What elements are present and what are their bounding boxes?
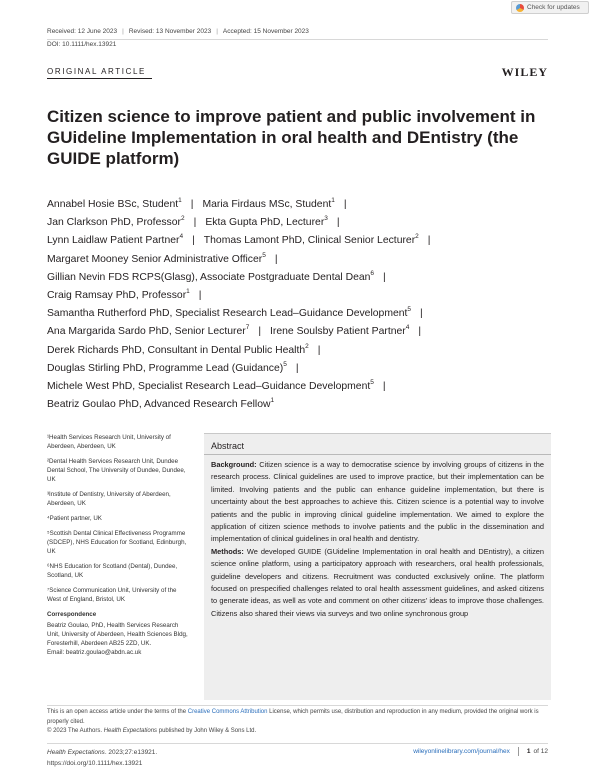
affiliation-item: ⁶NHS Education for Scotland (Dental), Dundee, Scotland, UK — [47, 563, 178, 579]
author-line — [47, 305, 552, 323]
author-separator: | — [382, 381, 386, 393]
author-line — [47, 378, 552, 396]
affiliations — [47, 433, 192, 663]
journal-site-link[interactable]: wileyonlinelibrary.com/journal/hex — [413, 748, 510, 755]
author-name[interactable]: Douglas Stirling PhD, Programme Lead (Guidance) — [47, 362, 284, 374]
correspondence-heading: Correspondence — [47, 611, 97, 618]
author-list — [47, 196, 552, 414]
methods-text: We developed GUIDE (GUideline Implementation in oral health and DEntistry), a citizen science online platform, using a participatory approach with researchers, oral health professionals, guideline developers and citizens. Recruitment was conducted exclusively online. The platform focused on prespecified challenges related to oral health assessment guidelines, and asked citizens to generate ideas, as well as vote and comment on other citizens' ideas to improve those challenges. Citizens also shared their views via surveys and two online synchronous group — [211, 546, 544, 618]
author-affiliation-ref: 2 — [305, 342, 309, 350]
author-name[interactable]: Samantha Rutherford PhD, Specialist Research Lead–Guidance Development — [47, 308, 408, 320]
correspondence-text: Beatriz Goulao, PhD, Health Services Research Unit, University of Aberdeen, Health Sciences Bldg, Foresterhill, Aberdeen AB25 2ZD, UK. — [47, 622, 188, 647]
methods-label: Methods: — [211, 546, 244, 556]
article-type: ORIGINAL ARTICLE — [47, 67, 146, 76]
author-affiliation-ref: 6 — [370, 269, 375, 277]
author-affiliation-ref: 1 — [270, 397, 275, 405]
author-line — [47, 360, 552, 378]
footer-citation — [47, 747, 157, 769]
footer-journal: Health Expectations — [47, 749, 105, 756]
affiliation-item: ⁴Patient partner, UK — [47, 515, 102, 522]
author-separator: | — [418, 326, 422, 338]
copyright-post: published by John Wiley & Sons Ltd. — [157, 728, 257, 735]
author-separator: | — [343, 199, 347, 210]
article-dates — [47, 28, 314, 35]
author-affiliation-ref: 3 — [324, 215, 328, 223]
author-line — [47, 269, 552, 287]
email-link[interactable]: beatriz.goulao@abdn.ac.uk — [65, 649, 142, 656]
copyright — [47, 727, 552, 737]
author-name[interactable]: Beatriz Goulao PhD, Advanced Research Fellow — [47, 399, 271, 411]
author-name[interactable]: Craig Ramsay PhD, Professor — [47, 290, 187, 302]
affiliation-item: ⁵Scottish Dental Clinical Effectiveness Programme (SDCEP), NHS Education for Scotland, Edinburgh, UK — [47, 530, 187, 555]
author-affiliation-ref: 1 — [178, 197, 182, 204]
author-separator: | — [193, 217, 197, 229]
author-name[interactable]: Ekta Gupta PhD, Lecturer — [205, 217, 325, 229]
author-affiliation-ref: 7 — [245, 324, 250, 332]
date-separator: | — [216, 28, 218, 35]
footer-doi-link[interactable]: https://doi.org/10.1111/hex.13921 — [47, 760, 143, 767]
author-name[interactable]: Irene Soulsby Patient Partner — [270, 326, 406, 338]
date-separator: | — [122, 28, 124, 35]
author-name[interactable]: Margaret Mooney Senior Administrative Officer — [47, 253, 263, 265]
abstract-background — [211, 459, 544, 546]
crossmark-icon — [516, 4, 524, 12]
author-affiliation-ref: 5 — [407, 306, 412, 314]
affiliation-item: ²Dental Health Services Research Unit, Dundee Dental School, The University of Dundee, Dundee, UK — [47, 458, 186, 483]
cc-license-link[interactable]: Creative Commons Attribution — [187, 709, 268, 715]
check-for-updates-button[interactable] — [511, 1, 589, 14]
author-name[interactable]: Michele West PhD, Specialist Research Lead–Guidance Development — [47, 381, 371, 393]
author-separator: | — [317, 344, 321, 356]
author-name[interactable]: Thomas Lamont PhD, Clinical Senior Lecturer — [203, 235, 416, 247]
author-separator: | — [198, 290, 202, 302]
author-separator: | — [192, 235, 195, 247]
author-line — [47, 196, 552, 214]
page-total: of 12 — [533, 748, 548, 755]
author-separator: | — [295, 362, 299, 374]
accepted-date: Accepted: 15 November 2023 — [222, 28, 309, 35]
author-affiliation-ref: 5 — [283, 360, 287, 368]
article-title: Citizen science to improve patient and public involvement in GUideline Implementation in oral health and DEntistry (the GUIDE platform) — [47, 107, 536, 168]
footer-divider — [47, 743, 548, 744]
author-line — [47, 396, 552, 414]
footer-right — [413, 747, 548, 756]
license-divider — [47, 705, 548, 706]
author-name[interactable]: Ana Margarida Sardo PhD, Senior Lecturer — [47, 326, 246, 338]
license-note — [47, 708, 552, 737]
author-name[interactable]: Lynn Laidlaw Patient Partner — [47, 235, 180, 247]
author-line — [47, 342, 552, 360]
author-name[interactable]: Derek Richards PhD, Consultant in Dental Public Health — [47, 344, 306, 356]
author-affiliation-ref: 1 — [331, 197, 335, 204]
author-affiliation-ref: 5 — [262, 251, 266, 259]
abstract-methods — [211, 546, 544, 620]
affiliation-item: ⁷Science Communication Unit, University of the West of England, Bristol, UK — [47, 587, 177, 603]
author-separator: | — [420, 308, 423, 320]
license-pre: This is an open access article under the terms of the — [47, 709, 188, 715]
author-name[interactable]: Maria Firdaus MSc, Student — [202, 199, 332, 210]
author-affiliation-ref: 4 — [405, 324, 410, 332]
footer-volume: . 2023;27:e13921. — [104, 749, 158, 756]
author-name[interactable]: Jan Clarkson PhD, Professor — [47, 217, 181, 229]
copyright-pre: © 2023 The Authors. — [47, 728, 104, 735]
author-separator: | — [274, 253, 278, 265]
page-number: 1 — [526, 748, 531, 755]
publisher-logo: WILEY — [501, 65, 548, 79]
doi: DOI: 10.1111/hex.13921 — [47, 41, 117, 48]
author-separator: | — [190, 199, 194, 210]
author-separator: | — [427, 235, 431, 247]
email-label: Email: — [47, 649, 66, 656]
author-affiliation-ref: 1 — [186, 288, 190, 296]
check-updates-label: Check for updates — [527, 4, 580, 11]
author-line — [47, 232, 552, 250]
author-affiliation-ref: 5 — [370, 379, 374, 387]
copyright-journal: Health Expectations — [103, 728, 158, 735]
author-affiliation-ref: 2 — [180, 215, 185, 223]
author-name[interactable]: Annabel Hosie BSc, Student — [47, 199, 179, 210]
footer-separator — [518, 747, 519, 756]
revised-date: Revised: 13 November 2023 — [128, 28, 212, 35]
background-text: Citizen science is a way to democratise science by involving groups of citizens in the research process. Clinical guidelines are used to improve practice, but their implementation can be limited. Involving patients and the public can enhance guideline implementation, but there is uncertainty about the best approaches to achieve this. Citizen science is a potential way to involve patients and the public in improving clinical guideline implementation. We aimed to explore the application of citizen science methods to involve patients and the public in the dissemination and implementation of clinical guidelines in oral health and dentistry. — [211, 460, 544, 544]
author-line — [47, 251, 552, 269]
received-date: Received: 12 June 2023 — [47, 28, 118, 35]
background-label: Background: — [211, 460, 257, 469]
author-line — [47, 323, 552, 341]
author-line — [47, 214, 552, 232]
author-separator: | — [336, 217, 340, 229]
affiliation-item: ¹Health Services Research Unit, University of Aberdeen, Aberdeen, UK — [47, 434, 171, 450]
header-divider — [47, 39, 548, 40]
author-separator: | — [383, 271, 386, 283]
license-post: License, which permits use, distribution and reproduction in any medium, provided the original work is properly cited. — [47, 709, 539, 725]
abstract-heading: Abstract — [211, 441, 245, 451]
author-name[interactable]: Gillian Nevin FDS RCPS(Glasg), Associate Postgraduate Dental Dean — [47, 271, 371, 283]
correspondence-email — [47, 648, 192, 657]
author-separator: | — [258, 326, 262, 338]
license-text — [47, 708, 552, 727]
abstract-divider — [204, 454, 551, 455]
abstract-box — [204, 433, 551, 700]
article-type-underline — [47, 78, 152, 79]
author-line — [47, 287, 552, 305]
author-affiliation-ref: 4 — [179, 233, 184, 241]
affiliation-item: ³Institute of Dentistry, University of Aberdeen, Aberdeen, UK — [47, 491, 171, 507]
author-affiliation-ref: 2 — [415, 233, 419, 241]
